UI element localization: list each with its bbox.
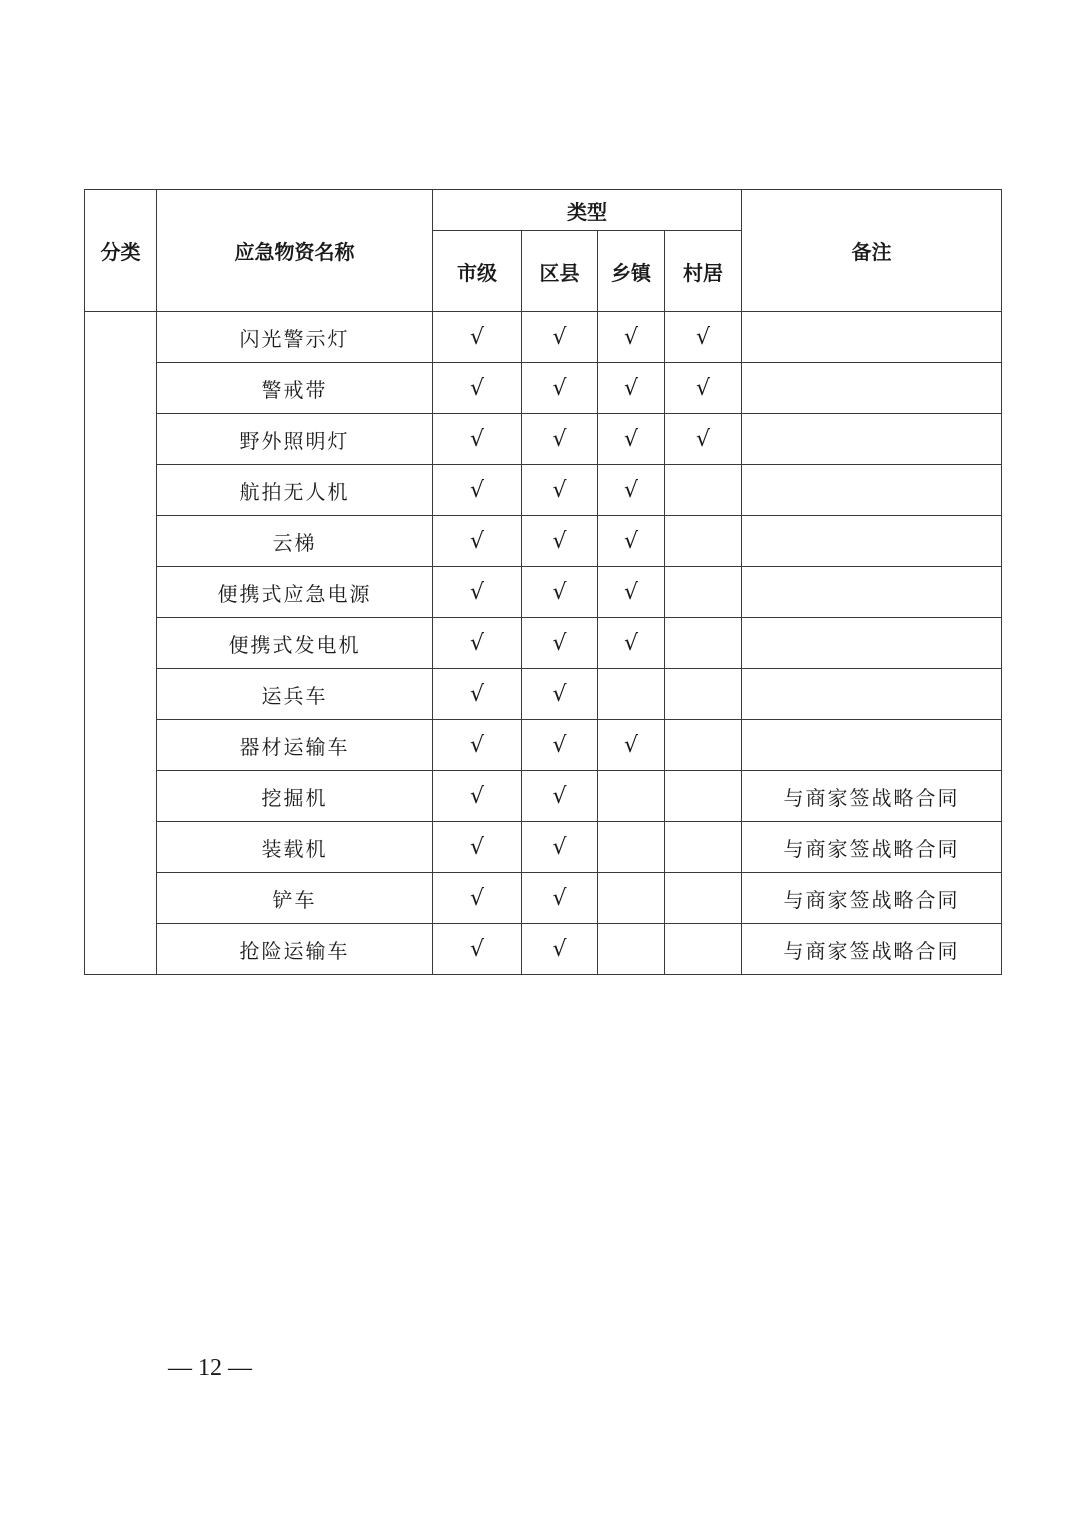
village-level-cell: [665, 873, 742, 924]
supply-name-cell: 航拍无人机: [157, 465, 433, 516]
supply-name-cell: 便携式应急电源: [157, 567, 433, 618]
remark-cell: [742, 363, 1002, 414]
table-row: [85, 822, 1002, 873]
town-level-cell: [598, 924, 665, 975]
city-level-cell: √: [433, 669, 522, 720]
city-level-cell: √: [433, 567, 522, 618]
town-level-cell: √: [598, 465, 665, 516]
supply-name-cell: 装载机: [157, 822, 433, 873]
supply-name-cell: 便携式发电机: [157, 618, 433, 669]
town-level-cell: [598, 822, 665, 873]
remark-cell: 与商家签战略合同: [742, 771, 1002, 822]
remark-cell: 与商家签战略合同: [742, 924, 1002, 975]
remark-cell: [742, 312, 1002, 363]
city-level-cell: √: [433, 363, 522, 414]
supply-name-cell: 抢险运输车: [157, 924, 433, 975]
city-level-cell: √: [433, 924, 522, 975]
table-body: [85, 312, 1002, 975]
town-level-cell: [598, 771, 665, 822]
city-level-cell: √: [433, 414, 522, 465]
supply-name-cell: 云梯: [157, 516, 433, 567]
village-level-cell: √: [665, 363, 742, 414]
header-remark: 备注: [742, 190, 1002, 312]
town-level-cell: √: [598, 312, 665, 363]
district-level-cell: √: [522, 516, 598, 567]
table-row: [85, 720, 1002, 771]
district-level-cell: √: [522, 567, 598, 618]
district-level-cell: √: [522, 618, 598, 669]
town-level-cell: √: [598, 363, 665, 414]
city-level-cell: √: [433, 618, 522, 669]
category-cell: [85, 312, 157, 975]
town-level-cell: √: [598, 618, 665, 669]
city-level-cell: √: [433, 822, 522, 873]
city-level-cell: √: [433, 720, 522, 771]
village-level-cell: [665, 618, 742, 669]
table-row: [85, 771, 1002, 822]
table-row: [85, 618, 1002, 669]
table-row: [85, 924, 1002, 975]
town-level-cell: √: [598, 720, 665, 771]
table-row: [85, 312, 1002, 363]
city-level-cell: √: [433, 516, 522, 567]
supply-name-cell: 铲车: [157, 873, 433, 924]
table-row: [85, 516, 1002, 567]
remark-cell: [742, 567, 1002, 618]
supply-name-cell: 挖掘机: [157, 771, 433, 822]
village-level-cell: √: [665, 414, 742, 465]
village-level-cell: [665, 669, 742, 720]
town-level-cell: √: [598, 516, 665, 567]
district-level-cell: √: [522, 720, 598, 771]
header-type-group: 类型: [433, 190, 742, 231]
district-level-cell: √: [522, 414, 598, 465]
village-level-cell: [665, 567, 742, 618]
village-level-cell: √: [665, 312, 742, 363]
supply-name-cell: 野外照明灯: [157, 414, 433, 465]
remark-cell: [742, 618, 1002, 669]
remark-cell: [742, 465, 1002, 516]
supply-name-cell: 闪光警示灯: [157, 312, 433, 363]
header-city-level: 市级: [433, 231, 522, 312]
table-row: [85, 669, 1002, 720]
district-level-cell: √: [522, 363, 598, 414]
village-level-cell: [665, 771, 742, 822]
header-district-level: 区县: [522, 231, 598, 312]
town-level-cell: √: [598, 414, 665, 465]
table-row: [85, 465, 1002, 516]
header-row-top: [85, 190, 1002, 231]
header-supply-name: 应急物资名称: [157, 190, 433, 312]
supply-name-cell: 器材运输车: [157, 720, 433, 771]
district-level-cell: √: [522, 312, 598, 363]
header-village-level: 村居: [665, 231, 742, 312]
village-level-cell: [665, 516, 742, 567]
town-level-cell: √: [598, 567, 665, 618]
remark-cell: [742, 720, 1002, 771]
remark-cell: [742, 669, 1002, 720]
supply-name-cell: 运兵车: [157, 669, 433, 720]
table-row: [85, 567, 1002, 618]
header-town-level: 乡镇: [598, 231, 665, 312]
supply-name-cell: 警戒带: [157, 363, 433, 414]
remark-cell: 与商家签战略合同: [742, 873, 1002, 924]
city-level-cell: √: [433, 465, 522, 516]
district-level-cell: √: [522, 924, 598, 975]
district-level-cell: √: [522, 873, 598, 924]
table-row: [85, 873, 1002, 924]
district-level-cell: √: [522, 465, 598, 516]
city-level-cell: √: [433, 312, 522, 363]
table-row: [85, 414, 1002, 465]
remark-cell: [742, 414, 1002, 465]
city-level-cell: √: [433, 771, 522, 822]
village-level-cell: [665, 465, 742, 516]
town-level-cell: [598, 669, 665, 720]
header-category: 分类: [85, 190, 157, 312]
village-level-cell: [665, 720, 742, 771]
remark-cell: 与商家签战略合同: [742, 822, 1002, 873]
city-level-cell: √: [433, 873, 522, 924]
town-level-cell: [598, 873, 665, 924]
table-row: [85, 363, 1002, 414]
village-level-cell: [665, 924, 742, 975]
supplies-table: [84, 189, 1002, 975]
village-level-cell: [665, 822, 742, 873]
page-number: — 12 —: [168, 1355, 252, 1381]
district-level-cell: √: [522, 822, 598, 873]
district-level-cell: √: [522, 771, 598, 822]
district-level-cell: √: [522, 669, 598, 720]
table-header: [85, 190, 1002, 312]
remark-cell: [742, 516, 1002, 567]
